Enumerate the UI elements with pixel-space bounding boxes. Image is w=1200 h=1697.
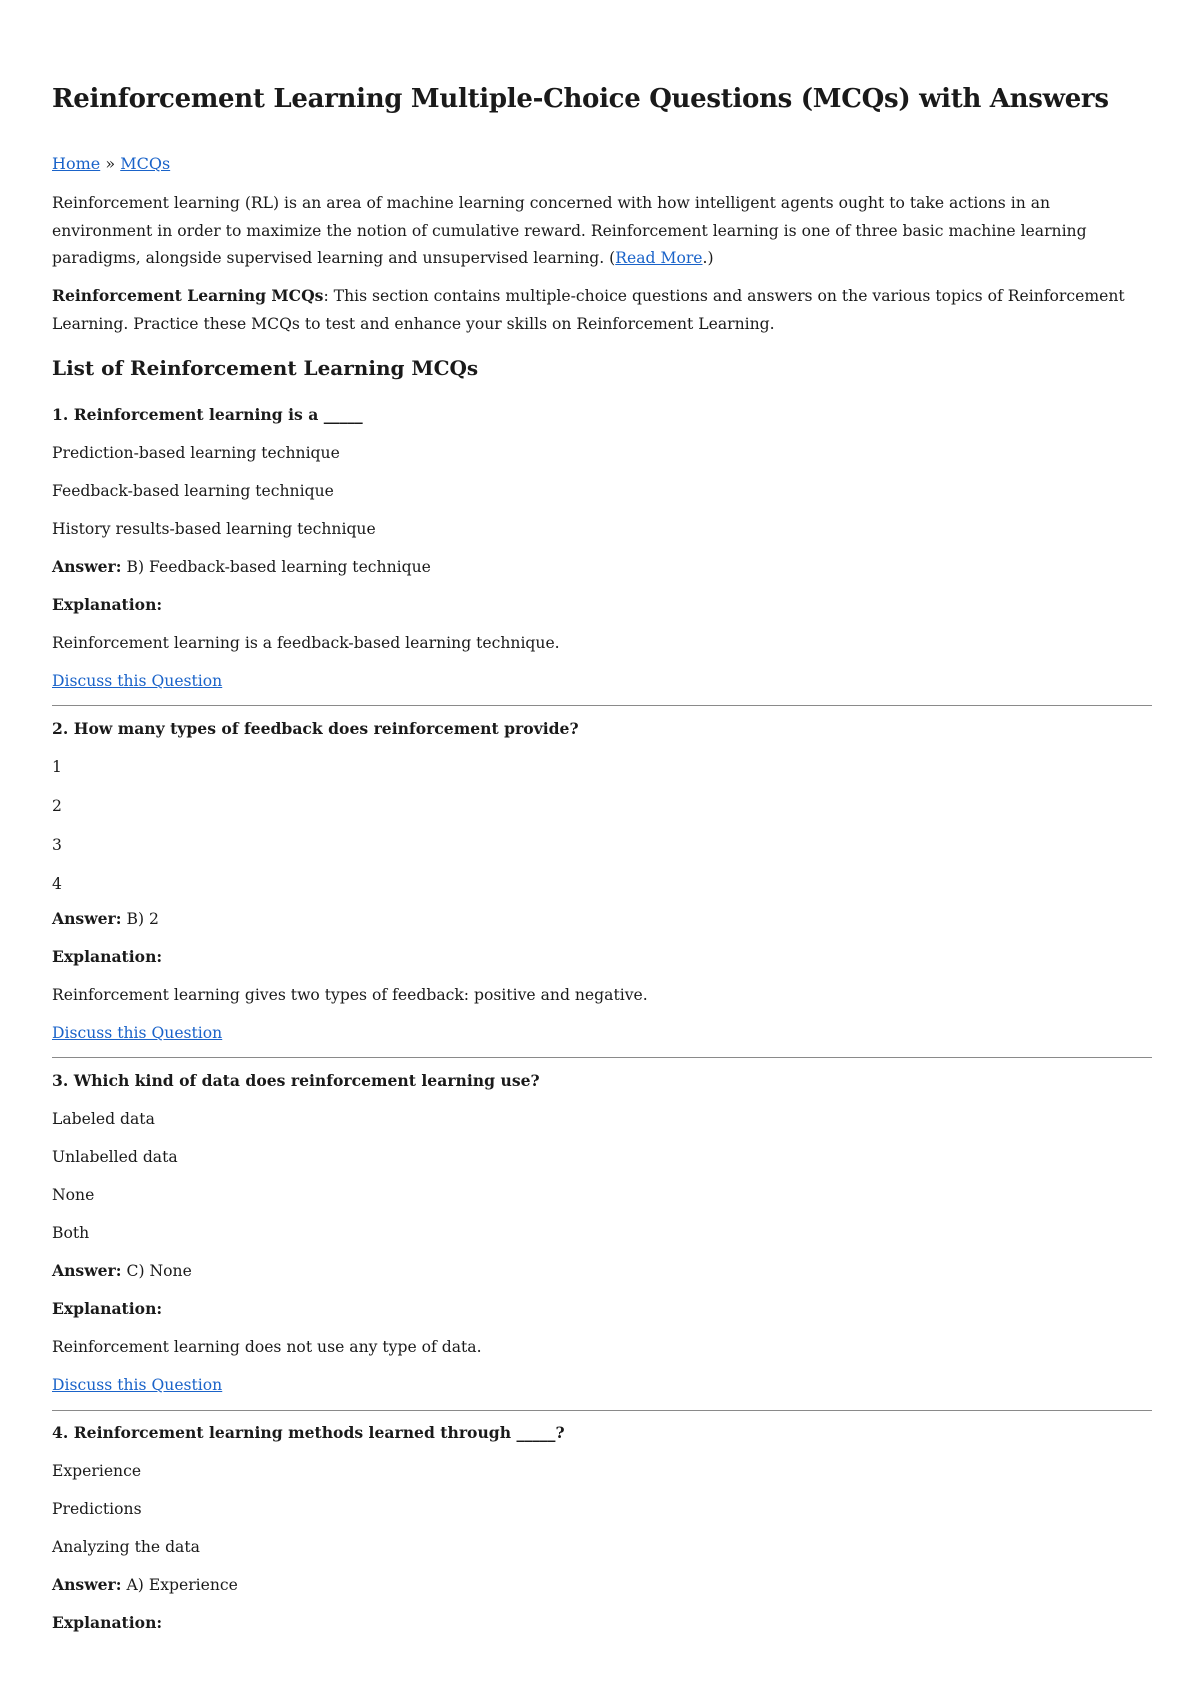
question-3-answer <box>52 1261 192 1281</box>
page-title: Reinforcement Learning Multiple-Choice Questions (MCQs) with Answers <box>52 84 1109 114</box>
intro-paragraph <box>52 190 1152 273</box>
answer-label: Answer: <box>52 909 122 928</box>
question-3-discuss-link[interactable]: Discuss this Question <box>52 1376 223 1394</box>
question-1-answer-text: B) Feedback-based learning technique <box>126 558 431 576</box>
description-text: : This section contains multiple-choice questions and answers on the various topics of Reinforcement Learning. Practice these MCQs to test and enhance your skills on Reinforcement Learning. <box>52 287 1125 333</box>
question-3-explanation-label: Explanation: <box>52 1299 163 1318</box>
description-label: Reinforcement Learning MCQs <box>52 286 324 305</box>
question-2-option-a[interactable]: 1 <box>52 758 62 776</box>
question-2-option-b[interactable]: 2 <box>52 797 62 815</box>
breadcrumb-separator: » <box>105 154 116 173</box>
question-3-option-c[interactable]: None <box>52 1186 95 1204</box>
question-2-title: 2. How many types of feedback does reinforcement provide? <box>52 719 579 738</box>
breadcrumb-mcqs-link[interactable]: MCQs <box>120 154 171 173</box>
question-2-answer-text: B) 2 <box>126 910 159 928</box>
intro-closing: .) <box>702 249 714 267</box>
question-3-option-a[interactable]: Labeled data <box>52 1110 155 1128</box>
question-4-answer <box>52 1575 238 1595</box>
question-1-option-a[interactable]: Prediction-based learning technique <box>52 444 340 462</box>
question-2-discuss-link[interactable]: Discuss this Question <box>52 1024 223 1042</box>
breadcrumb <box>52 154 170 174</box>
question-1-answer <box>52 557 431 577</box>
question-2-answer <box>52 909 159 929</box>
question-4-answer-text: A) Experience <box>126 1576 238 1594</box>
question-1-title: 1. Reinforcement learning is a _____ <box>52 405 363 424</box>
question-2-discuss-row <box>52 1023 222 1043</box>
question-3-divider <box>52 1410 1152 1411</box>
question-2-option-d[interactable]: 4 <box>52 875 62 893</box>
question-2-divider <box>52 1057 1152 1058</box>
answer-label: Answer: <box>52 1575 122 1594</box>
question-4-explanation-label: Explanation: <box>52 1613 163 1632</box>
question-4-option-a[interactable]: Experience <box>52 1462 142 1480</box>
list-heading: List of Reinforcement Learning MCQs <box>52 356 479 380</box>
question-3-explanation: Reinforcement learning does not use any type of data. <box>52 1338 482 1356</box>
answer-label: Answer: <box>52 557 122 576</box>
question-1-explanation-label: Explanation: <box>52 595 163 614</box>
question-2-option-c[interactable]: 3 <box>52 836 62 854</box>
question-1-divider <box>52 705 1152 706</box>
answer-label: Answer: <box>52 1261 122 1280</box>
question-4-title: 4. Reinforcement learning methods learned through _____? <box>52 1423 565 1442</box>
question-3-option-d[interactable]: Both <box>52 1224 90 1242</box>
question-1-option-b[interactable]: Feedback-based learning technique <box>52 482 334 500</box>
intro-text: Reinforcement learning (RL) is an area of machine learning concerned with how intelligent agents ought to take actions in an environment in order to maximize the notion of cumulative reward. Reinforcement learning is one of three basic machine learning paradigms, alongside supervised learning and unsupervised learning. ( <box>52 194 1087 267</box>
question-4-option-b[interactable]: Predictions <box>52 1500 142 1518</box>
question-2-explanation: Reinforcement learning gives two types of feedback: positive and negative. <box>52 986 648 1004</box>
question-1-discuss-row <box>52 671 222 691</box>
question-3-title: 3. Which kind of data does reinforcement learning use? <box>52 1071 540 1090</box>
question-2-explanation-label: Explanation: <box>52 947 163 966</box>
question-1-discuss-link[interactable]: Discuss this Question <box>52 672 223 690</box>
breadcrumb-home-link[interactable]: Home <box>52 154 101 173</box>
question-1-option-c[interactable]: History results-based learning technique <box>52 520 376 538</box>
read-more-link[interactable]: Read More <box>615 249 703 267</box>
question-3-discuss-row <box>52 1375 222 1395</box>
question-3-option-b[interactable]: Unlabelled data <box>52 1148 178 1166</box>
question-1-explanation: Reinforcement learning is a feedback-based learning technique. <box>52 634 560 652</box>
description-paragraph <box>52 282 1152 338</box>
question-4-option-c[interactable]: Analyzing the data <box>52 1538 200 1556</box>
question-3-answer-text: C) None <box>126 1262 192 1280</box>
